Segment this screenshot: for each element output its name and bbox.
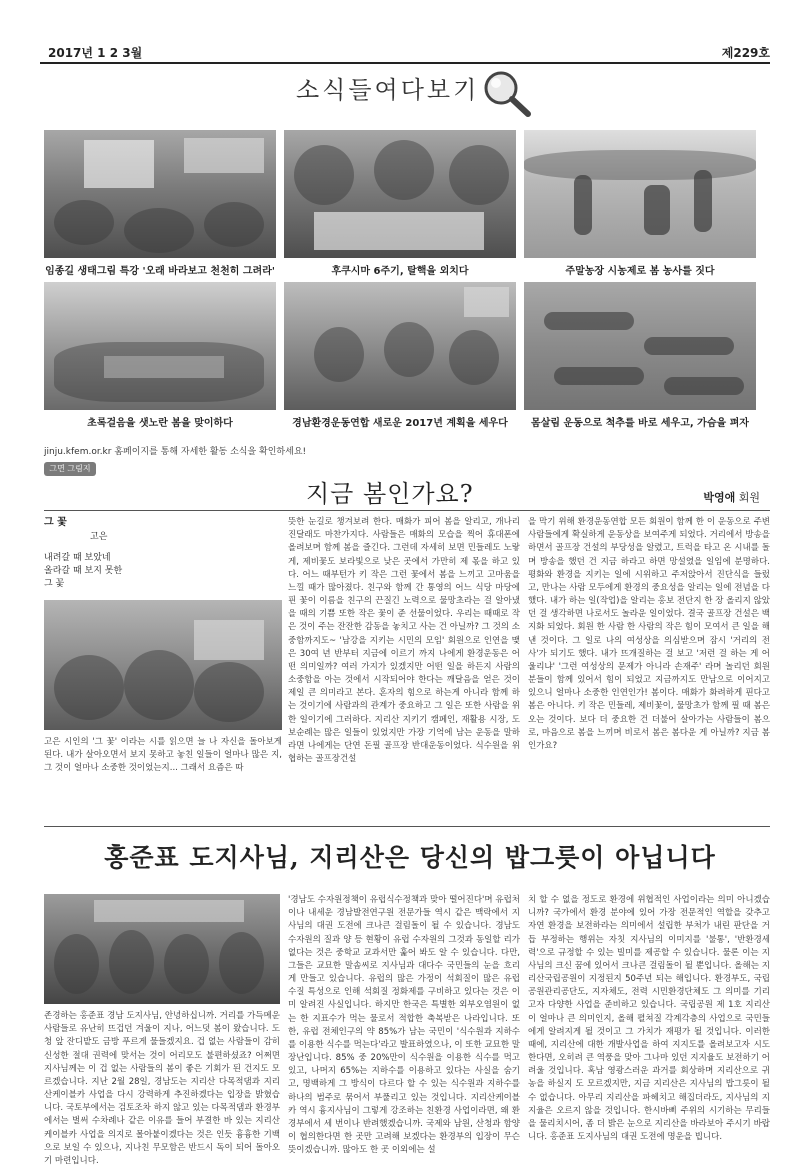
- issue-date: 2017년 1 2 3월: [48, 46, 143, 60]
- photo-caption: 경남환경운동연합 새로운 2017년 계획을 세우다: [292, 418, 508, 429]
- article-column: 을 막기 위해 환경운동연합 모든 회원이 함께 한 이 운동으로 주변사람들에게 확실하게 운동상을 보여주게 되었다. 거리에서 방송을 하면서 골프장 건설의 부당성을 알렸고, 트럭을 타고 온 시내를 돌며 방송을 했던 건 지금 하라고 하면 망설였을 일임에 분명하다. 평화와 환경을 지키는 일에 시위하고 주저앉아서 진단식을 들렀고, 만나는 사람 모두에게 환경의 중요성을 알리는 일에 전념을 다했다. 내가 하는 일(작업)을 알리는 홍보 전단지 한 장 올리지 않았던 걸 생각하면 나로서도 놀라운 일이었다. 결국 골프장 건설은 백지화 되었다. 회원 한 사람 한 사람의 작은 힘이 모여서 큰 일을 해낸 것이다. 그 일로 나의 여성상을 의심받으며 잠시 '거리의 전사'가 되기도 했다. 내가 뜨개질하는 걸 보고 '저런 걸 하는 게 어울리냐' '그런 여성상의 문제가 아니라 손재주' 라며 놀리던 회원분들이 함께 있어서 힘이 되었고 지금까지도 만남으로 이어지고 있으니 얼마나 소중한 인연인가! 봄이다. 매화가 화려하게 핀다고 봄은 아니다. 키 작은 민들레, 제비꽃이, 물망초가 함께 필 때 봄은 오는 것이다. 보다 더 중요한 건 더불어 살아가는 사람들이 봄으로, 마음으로 봄을 느끼며 비로서 봄은 봄다운 게 아닐까? 지금 봄인가요?: [528, 517, 770, 751]
- article-column: 고은 시인의 '그 꽃' 이라는 시를 읽으면 늘 나 자신을 돌아보게 된다. 내가 살아오면서 보지 못하고 놓친 일들이 얼마나 많은 지, 그 것이 얼마나 소중한 것이었는지... 그래서 요즘은 따: [44, 737, 282, 774]
- section-title: 소식들여다보기: [296, 76, 480, 104]
- photo-weekend-farm: [524, 130, 756, 258]
- poem-line: 내려갈 때 보았네: [44, 552, 111, 563]
- photo-body-exercise: [524, 282, 756, 410]
- photo-caption: 후쿠시마 6주기, 탈핵을 외치다: [331, 266, 469, 277]
- article-column: 존경하는 홍준표 경남 도지사님, 안녕하십니까. 거리를 가득메운 사람들로 유난히 뜨겁던 겨울이 지나, 어느덧 봄이 왔습니다. 도청 앞 잔디밭도 금방 푸르게 물들겠지요. 겁 없는 사람들이 감히 신성한 절대 권력에 맞서는 것이 어리모도 불편하셨죠? 어쩌면 지사님께는 이 겁 없는 사람들의 봄이 좋은 기회가 된 건지도 모르겠습니다. 지난 2월 28일, 경남도는 지리산 다목적댐과 지리산케이블카 사업을 다시 강력하게 추진하겠다는 입장을 밝혔습니다. 국토부에서는 검토조차 하지 않고 있는 다목적댐과 환경부에서는 벌써 수차례나 같은 이유를 들어 부결한 바 있는 지리산케이블카 사업을 의지로 몰아붙이겠다는 것은 인듯 흉흉한 기백으로 보일 수 있으나, 지나친 무모함은 반드시 독이 되어 돌아오기 마련입니다.: [44, 1011, 280, 1166]
- photo-caption: 몸살림 운동으로 척추를 바로 세우고, 가슴을 펴자: [531, 418, 749, 429]
- article-title: 지금 봄인가요?: [306, 480, 474, 508]
- photo-caption: 주말농장 시농제로 봄 농사를 짓다: [565, 266, 715, 277]
- author-byline: [703, 489, 760, 505]
- photo-press-conference: [44, 894, 280, 1004]
- photo-fukushima-rally: [284, 130, 516, 258]
- article-column: '경남도 수자원정책이 유럽식수정책과 맞아 떨어진다'며 유럽처이나 내세운 경남발전연구원 전문가들 역시 같은 맥락에서 지사님의 대권 도전에 크나큰 걸림돌이 될 수 있습니다. 경남도 수자원의 질과 양 등 현황이 유럽 수자원의 그것과 동일할 리가 없다는 것은 중학교 교과서만 훑어 봐도 알 수 있습니다. 다만, 그들은 교묘한 말솜씨로 지사님과 대다수 국민들의 눈을 흐리게 만들고 있습니다. 유럽의 많은 가정이 석회질이 많은 유럽 수질 특성으로 인해 석회질 정화제를 구비하고 있다는 것은 이미 알려진 사실입니다. 하지만 한국은 특별한 외부오염원이 없는 한 지표수가 먹는 물로서 적합한 축복받은 나라입니다. 또한, 유럽 전체인구의 약 85%가 남는 국민이 '식수원과 지하수를 이용한 식수를 먹는다'라고 발표하였으나, 이 또한 교묘한 말장난입니다. 85% 중 20%만이 식수원을 이용한 식수를 먹고 있고, 나머지 65%는 지하수를 이용하고 있다는 사실을 숨기고, 명백하게 그 방식이 다르다 할 수 있는 식수원과 지하수를 하나의 범주로 묶어서 부풀리고 있는 것입니다. 지리산케이블카 역시 흉지사님이 그렇게 강조하는 친환경 사업이라면, 왜 환경부에서 세 번이나 반려했겠습니까. 국제와 남원, 산청과 함양이 협의한다면 한 곳만 고려해 보겠다는 환경부의 입장이 무슨 뜻이겠습니까. 많아도 한 곳 이외에는 설: [288, 895, 520, 1156]
- photo-planning-meeting: [284, 282, 516, 410]
- poem-line: 올라갈 때 보지 못한: [44, 565, 123, 576]
- page-header: [40, 44, 770, 64]
- photo-golf-course-protest: [44, 600, 282, 730]
- website-note: jinju.kfem.or.kr 홈페이지를 통해 자세한 활동 소식을 확인하세요!: [44, 447, 307, 457]
- divider: [44, 510, 770, 511]
- poem-author: 고은: [90, 531, 108, 542]
- poem: [44, 516, 280, 591]
- magnifier-icon: [480, 68, 532, 118]
- photo-caption: 임종길 생태그림 특강 '오래 바라보고 천천히 그려라': [45, 266, 275, 277]
- photo-ecology-drawing-lecture: [44, 130, 276, 258]
- photo-caption: 초록걸음을 샛노란 봄을 맞이하다: [87, 418, 233, 429]
- column-tag: 그면 그림지: [44, 462, 96, 476]
- poem-line: 그 꽃: [44, 578, 65, 589]
- divider: [44, 826, 770, 827]
- article-column: 치 할 수 없을 정도로 환경에 위협적인 사업이라는 의미 아니겠습니까? 국가에서 환경 분야에 있어 가장 전문적인 역할을 갖추고 자연 환경을 보전하라는 의미에서 설립한 부처가 내린 판단을 거듭 부정하는 행위는 자칫 지사님의 이미지를 '불통', '반환경세력'으로 규정할 수 있는 빌미를 제공할 수 있습니다. 물론 이는 지사님의 크신 꿈에 있어서 크나큰 걸림돌이 될 뿐입니다. 올해는 지리산국립공원이 지정된지 50주년 되는 해입니다. 환경부도, 국립공원관리공단도, 지자체도, 전력 시민환경단체도 그 의미를 기리고자 다양한 사업을 준비하고 있습니다. 국립공원 제 1호 지리산이 얼마나 큰 의미인지, 올해 펼쳐질 각계각층의 사업으로 국민들에게 알려지게 될 것이고 그 가치가 재평가 될 것입니다. 이러한 때에, 지리산에 대한 개발사업을 하여 지지도를 올려보고자 시도한다면, 오히려 큰 역풍을 맞아 그나마 있던 지지율도 보전하기 어려울 것입니다. 혹남 영광스러운 과거를 회상하며 지리산으로 귀농을 하실지 도 모르겠지만, 지금 지리산은 지사님의 밥그릇이 될 수 없습니다. 아무리 지리산을 파헤치고 해집더라도, 지사님의 지지율은 오르지 않을 것입니다. 한시바삐 주위의 시기하는 무리들을 물리치시어, 좀 더 밝은 눈으로 지리산을 바라보아 주시기 바랍니다. 홍준표 도지사님의 대권 도전에 명운을 빕니다.: [528, 895, 770, 1143]
- poem-title: 그 꽃: [44, 517, 67, 528]
- author-role: 회원: [738, 491, 760, 504]
- article-title: 홍준표 도지사님, 지리산은 당신의 밥그릇이 아닙니다: [104, 843, 716, 872]
- photo-green-walk: [44, 282, 276, 410]
- article-column: 뜻한 눈길로 챙겨보려 한다. 매화가 피어 봄을 알리고, 개나리 진달래도 마찬가지다. 사람들은 매화의 모습을 찍어 휴대폰에 올려보며 함께 봄을 즐긴다. 그런데 자세히 보면 민들레도 노랗게, 제비꽃도 보라빛으로 낮은 곳에서 가만히 제 몫을 하고 있다. 어느 때부턴가 키 작은 그런 꽃에서 봄을 느끼고 고마움을 느낄 때가 많아졌다. 친구와 함께 간 통영의 어느 식당 마당에 핀 꽃이 이름을 친구의 끈질긴 노력으로 물망초라는 걸 알아냈을 때의 기쁨 또한 작은 꽃이 준 선물이었다. 우리는 때때로 작은 것이 주는 잔잔한 감동을 놓치고 사는 건 아닐까? 그 것의 소중함까지도~ '남강을 지키는 시민의 모임' 회원으로 인연을 맺은 30여 년 반부터 지금에 이르기 까지 나에게 환경운동은 어떤 의미일까? 여러 가지가 있겠지만 어떤 일을 하든지 사람의 소중함을 아는 것에서 시작되어야 한다는 깨달음을 얻은 것이 제일 큰 의미라고 본다. 혼자의 힘으로 하는게 아니라 함께 하는 것이기에 사람과의 관계가 중요하고 그 일은 또한 사람을 위한 일이기에 그러하다. 지리산 지키기 캠페인, 재활용 시장, 도보순례는 많은 일들이 있었지만 가장 기억에 남는 운동을 말하라면 나에게는 단연 돈필 골프장 반대운동이었다. 식수원을 위협하는 골프장건설: [288, 517, 520, 765]
- issue-number: 제229호: [721, 46, 770, 60]
- author-name: 박영애: [703, 491, 736, 504]
